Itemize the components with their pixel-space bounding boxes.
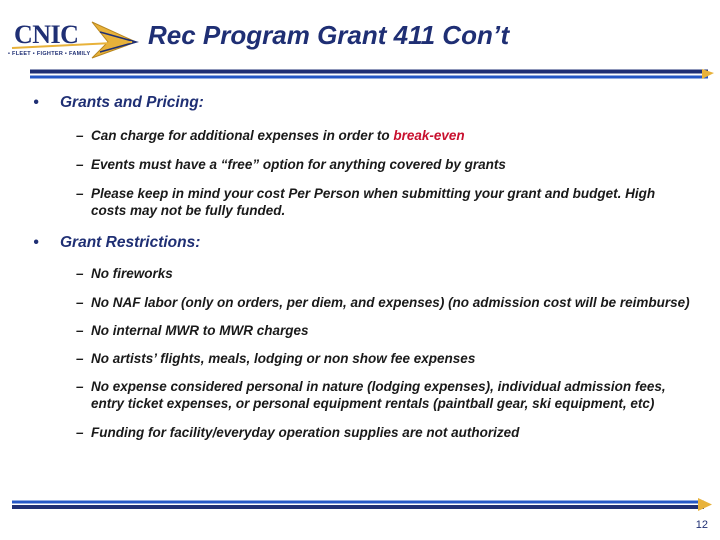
section-title: Grant Restrictions: — [60, 234, 201, 251]
header-divider — [0, 66, 720, 82]
list-item — [30, 265, 690, 282]
cnic-logo — [4, 8, 140, 64]
dash-icon: – — [76, 128, 84, 143]
grants-pricing-list — [30, 127, 690, 219]
bullet-icon: • — [33, 94, 39, 111]
logo-tagline: • FLEET • FIGHTER • FAMILY — [8, 51, 91, 57]
dash-icon: – — [76, 323, 84, 338]
section-title: Grants and Pricing: — [60, 94, 204, 111]
item-text: No expense considered personal in nature (lodging expenses), individual admission fees, entry ticket expenses, or personal equipment rentals (paintball gear, ski equipment, etc) — [91, 379, 666, 411]
item-text: No artists’ flights, meals, lodging or non show fee expenses — [91, 351, 476, 366]
list-item — [30, 378, 690, 412]
dash-icon: – — [76, 351, 84, 366]
list-item — [30, 294, 690, 311]
list-item — [30, 322, 690, 339]
highlight-text: break-even — [393, 128, 465, 143]
dash-icon: – — [76, 266, 84, 281]
item-text: No internal MWR to MWR charges — [91, 323, 309, 338]
item-text: Funding for facility/everyday operation supplies are not authorized — [91, 425, 520, 440]
footer-divider — [0, 496, 720, 514]
grant-restrictions-list — [30, 265, 690, 441]
dash-icon: – — [76, 157, 84, 172]
dash-icon: – — [76, 379, 84, 394]
slide-title: Rec Program Grant 411 Con’t — [148, 20, 510, 50]
item-text: No NAF labor (only on orders, per diem, and expenses) (no admission cost will be reimburse) — [91, 295, 690, 310]
item-text: Events must have a “free” option for anything covered by grants — [91, 157, 506, 172]
list-item — [30, 424, 690, 441]
section-grants-pricing — [30, 93, 690, 113]
logo-wordmark: CNIC — [14, 20, 79, 49]
dash-icon: – — [76, 425, 84, 440]
item-text: No fireworks — [91, 266, 173, 281]
page-number: 12 — [695, 519, 708, 531]
item-text: Please keep in mind your cost Per Person when submitting your grant and budget. High costs may not be fully funded. — [91, 186, 656, 218]
bullet-icon: • — [33, 234, 39, 251]
dash-icon: – — [76, 186, 84, 201]
section-grant-restrictions — [30, 233, 690, 253]
list-item — [30, 350, 690, 367]
dash-icon: – — [76, 295, 84, 310]
list-item — [30, 185, 690, 219]
list-item — [30, 127, 690, 144]
item-text: Can charge for additional expenses in order to — [91, 128, 394, 143]
list-item — [30, 156, 690, 173]
footer-arrow-icon — [698, 498, 712, 511]
slide-body — [30, 93, 690, 441]
